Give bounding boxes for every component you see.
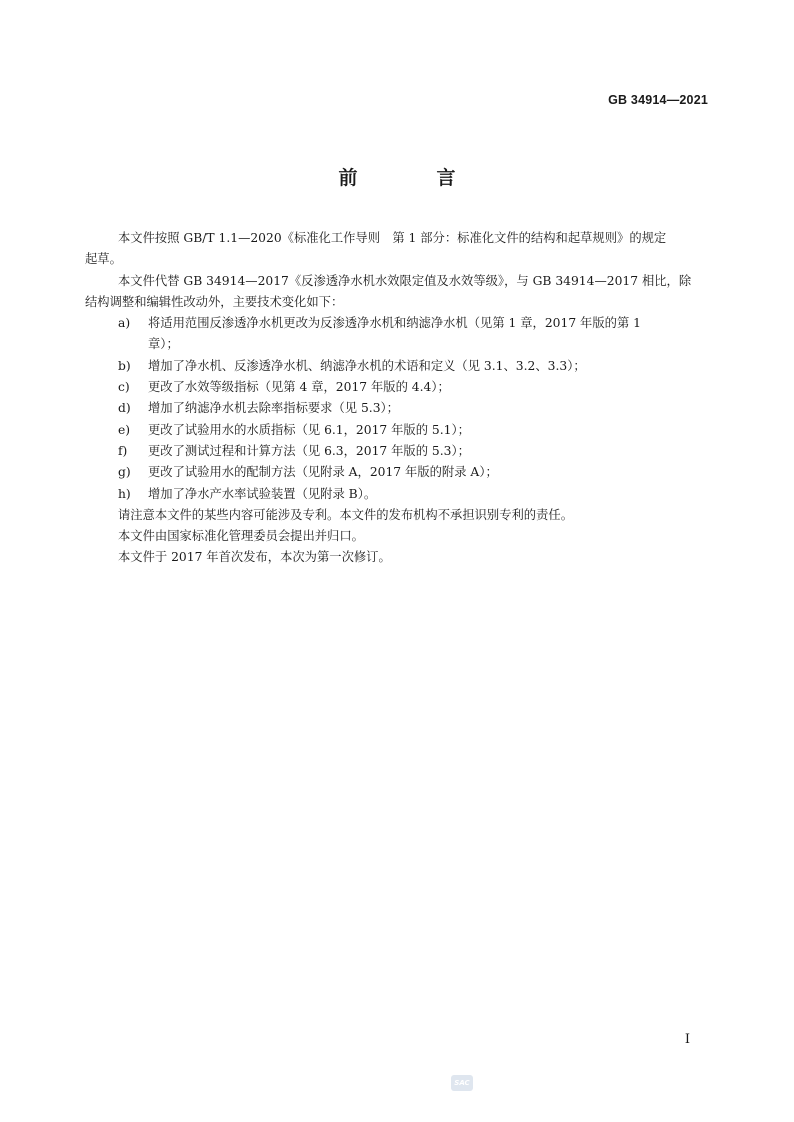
list-item-text: 更改了水效等级指标（见第 4 章，2017 年版的 4.4）； — [148, 380, 450, 395]
revision-history: 本文件于 2017 年首次发布，本次为第一次修订。 — [118, 550, 391, 565]
page-number: I — [684, 1032, 690, 1047]
page-title: 前 言 — [338, 167, 486, 189]
paragraph-2-line-1: 本文件代替 GB 34914—2017《反渗透净水机水效限定值及水效等级》，与 GB 34914—2017 相比，除 — [118, 273, 692, 288]
paragraph-1 — [85, 228, 718, 271]
document-body — [85, 228, 718, 569]
list-item-text: 增加了净水产水率试验装置（见附录 B）。 — [148, 486, 377, 501]
list-marker: d) — [118, 401, 131, 416]
paragraph-1-line-1: 本文件按照 GB/T 1.1—2020《标准化工作导则 第 1 部分：标准化文件的结构和起草规则》的规定 — [118, 231, 667, 245]
list-item-b — [118, 356, 718, 377]
sac-watermark-logo: SAC — [451, 1075, 473, 1091]
paragraph-2 — [85, 271, 718, 314]
list-item-d — [118, 398, 718, 419]
list-marker: e) — [118, 422, 131, 437]
standard-number: GB 34914—2021 — [608, 93, 708, 107]
patent-notice: 请注意本文件的某些内容可能涉及专利。本文件的发布机构不承担识别专利的责任。 — [118, 507, 573, 522]
list-item-text: 更改了试验用水的配制方法（见附录 A，2017 年版的附录 A）； — [148, 465, 498, 480]
list-item-text: 将适用范围反渗透净水机更改为反渗透净水机和纳滤净水机（见第 1 章，2017 年版的第 1 — [148, 316, 641, 331]
list-marker: b) — [118, 358, 131, 373]
paragraph-2-line-2: 结构调整和编辑性改动外，主要技术变化如下： — [85, 294, 344, 309]
list-item-text: 更改了试验用水的水质指标（见 6.1，2017 年版的 5.1）； — [148, 422, 470, 437]
list-item-text: 更改了测试过程和计算方法（见 6.3，2017 年版的 5.3）； — [148, 443, 470, 458]
list-item-e — [118, 420, 718, 441]
list-marker: c) — [118, 380, 130, 395]
list-item-c — [118, 377, 718, 398]
list-item-f — [118, 441, 718, 462]
paragraph-1-line-2: 起草。 — [85, 252, 122, 267]
list-marker: g) — [118, 465, 131, 480]
proposer-statement: 本文件由国家标准化管理委员会提出并归口。 — [118, 529, 364, 544]
list-marker: f) — [118, 443, 128, 458]
list-item-a — [118, 313, 718, 356]
list-item-h — [118, 484, 718, 505]
list-item-text: 增加了净水机、反渗透净水机、纳滤净水机的术语和定义（见 3.1、3.2、3.3）； — [148, 358, 586, 373]
list-item-g — [118, 462, 718, 483]
list-marker: a) — [118, 316, 131, 331]
list-item-text: 增加了纳滤净水机去除率指标要求（见 5.3）； — [148, 401, 399, 416]
list-item-text-cont: 章）； — [148, 337, 179, 352]
list-marker: h) — [118, 486, 131, 501]
